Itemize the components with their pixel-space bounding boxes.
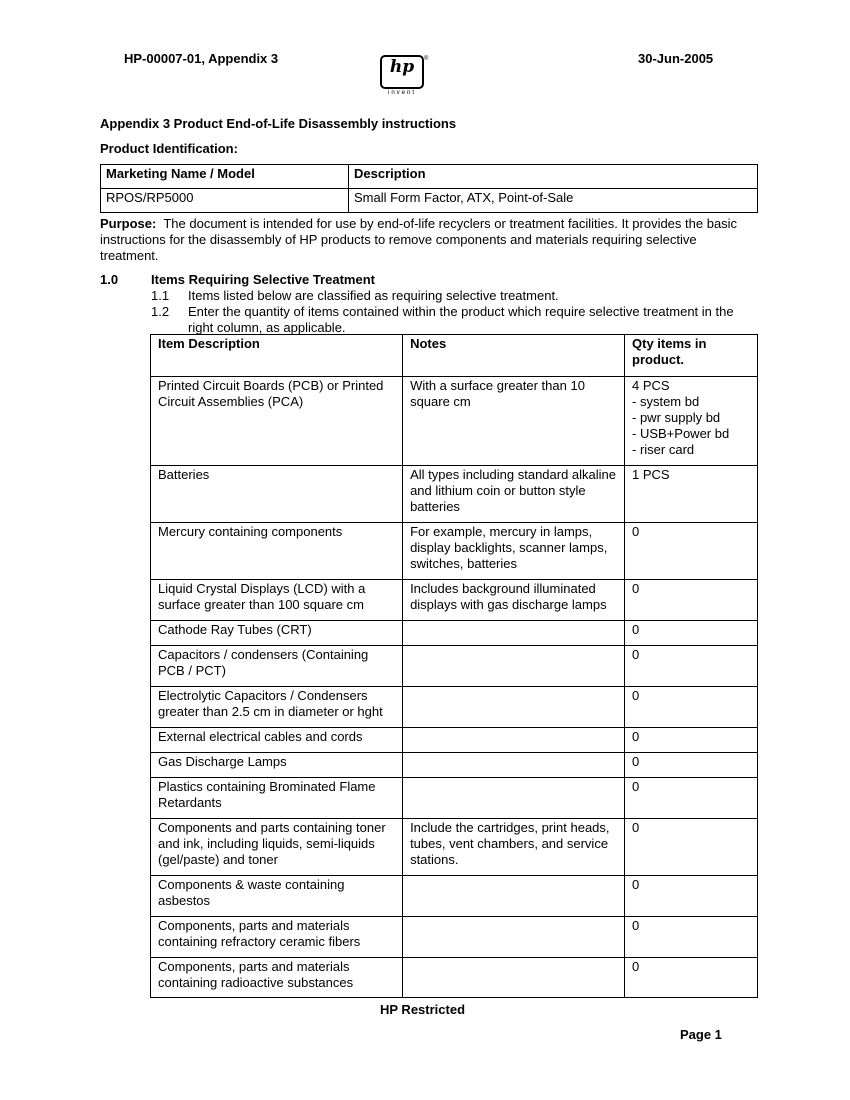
item-notes: Include the cartridges, print heads, tubes, vent chambers, and service stations. xyxy=(403,819,625,876)
purpose-paragraph xyxy=(100,216,755,264)
hp-logo xyxy=(380,55,430,99)
item-notes xyxy=(403,621,625,646)
item-qty: 0 xyxy=(625,621,758,646)
purpose-label: Purpose: xyxy=(100,216,157,231)
table-row xyxy=(151,876,758,917)
item-description: Printed Circuit Boards (PCB) or Printed Circuit Assemblies (PCA) xyxy=(151,377,403,466)
item-qty: 0 xyxy=(625,728,758,753)
item-description: Electrolytic Capacitors / Condensers greater than 2.5 cm in diameter or hght xyxy=(151,687,403,728)
item-description: Liquid Crystal Displays (LCD) with a surface greater than 100 square cm xyxy=(151,580,403,621)
item-qty: 0 xyxy=(625,753,758,778)
table-row xyxy=(151,687,758,728)
item-qty: 4 PCS - system bd - pwr supply bd - USB+Power bd - riser card xyxy=(625,377,758,466)
item-qty: 0 xyxy=(625,778,758,819)
subsection-number-1: 1.1 xyxy=(151,288,170,303)
item-notes xyxy=(403,778,625,819)
hp-logo-text: hp xyxy=(389,57,415,77)
item-description: Components and parts containing toner and ink, including liquids, semi-liquids (gel/paste) and toner xyxy=(151,819,403,876)
item-qty: 0 xyxy=(625,523,758,580)
item-notes: All types including standard alkaline and lithium coin or button style batteries xyxy=(403,466,625,523)
subsection-text-2: Enter the quantity of items contained within the product which require selective treatment in the right column, as applicable. xyxy=(188,304,734,335)
item-notes: With a surface greater than 10 square cm xyxy=(403,377,625,466)
subsection-text-1: Items listed below are classified as requiring selective treatment. xyxy=(188,288,559,303)
item-notes xyxy=(403,958,625,998)
item-description: Components, parts and materials containing radioactive substances xyxy=(151,958,403,998)
item-qty: 1 PCS xyxy=(625,466,758,523)
item-qty: 0 xyxy=(625,917,758,958)
item-description: Batteries xyxy=(151,466,403,523)
table-row xyxy=(151,753,758,778)
classification-footer: HP Restricted xyxy=(380,1002,466,1017)
product-identification-heading: Product Identification: xyxy=(100,141,238,156)
table-row xyxy=(151,621,758,646)
item-notes xyxy=(403,687,625,728)
item-notes xyxy=(403,728,625,753)
table-row xyxy=(151,917,758,958)
table-row xyxy=(151,728,758,753)
table-row xyxy=(151,819,758,876)
document-id: HP-00007-01, Appendix 3 xyxy=(124,51,279,66)
item-notes xyxy=(403,753,625,778)
product-identification-table xyxy=(100,164,758,213)
section-title: Items Requiring Selective Treatment xyxy=(151,272,375,287)
selective-treatment-table xyxy=(150,334,758,998)
section-number: 1.0 xyxy=(100,272,119,287)
table-row xyxy=(151,580,758,621)
item-description: Components & waste containing asbestos xyxy=(151,876,403,917)
item-qty: 0 xyxy=(625,580,758,621)
table-row xyxy=(151,646,758,687)
product-model: RPOS/RP5000 xyxy=(101,189,349,213)
item-qty: 0 xyxy=(625,958,758,998)
item-description: Capacitors / condensers (Containing PCB / PCT) xyxy=(151,646,403,687)
item-description: Plastics containing Brominated Flame Retardants xyxy=(151,778,403,819)
col-header-item: Item Description xyxy=(151,335,403,377)
hp-logo-tagline: invent xyxy=(387,90,416,96)
item-notes xyxy=(403,876,625,917)
purpose-text: The document is intended for use by end-of-life recyclers or treatment facilities. It provides the basic instructions for the disassembly of HP products to remove components and materials requiring selective treatment. xyxy=(100,216,738,263)
table-row xyxy=(151,523,758,580)
item-notes xyxy=(403,646,625,687)
col-header-description: Description xyxy=(349,165,758,189)
col-header-qty: Qty items in product. xyxy=(625,335,758,377)
col-header-notes: Notes xyxy=(403,335,625,377)
registered-mark: ® xyxy=(424,56,429,62)
table-row xyxy=(151,778,758,819)
item-description: Mercury containing components xyxy=(151,523,403,580)
item-description: Cathode Ray Tubes (CRT) xyxy=(151,621,403,646)
item-notes: Includes background illuminated displays with gas discharge lamps xyxy=(403,580,625,621)
table-row xyxy=(151,958,758,998)
product-description: Small Form Factor, ATX, Point-of-Sale xyxy=(349,189,758,213)
page-title: Appendix 3 Product End-of-Life Disassembly instructions xyxy=(100,116,457,131)
item-qty: 0 xyxy=(625,687,758,728)
table-row xyxy=(151,466,758,523)
table-row xyxy=(151,377,758,466)
col-header-model: Marketing Name / Model xyxy=(101,165,349,189)
item-description: Gas Discharge Lamps xyxy=(151,753,403,778)
item-notes: For example, mercury in lamps, display backlights, scanner lamps, switches, batteries xyxy=(403,523,625,580)
item-notes xyxy=(403,917,625,958)
document-date: 30-Jun-2005 xyxy=(638,51,714,66)
item-qty: 0 xyxy=(625,876,758,917)
subsection-number-2: 1.2 xyxy=(151,304,170,319)
item-description: Components, parts and materials containing refractory ceramic fibers xyxy=(151,917,403,958)
item-qty: 0 xyxy=(625,819,758,876)
page-number: Page 1 xyxy=(680,1027,722,1042)
item-qty: 0 xyxy=(625,646,758,687)
item-description: External electrical cables and cords xyxy=(151,728,403,753)
